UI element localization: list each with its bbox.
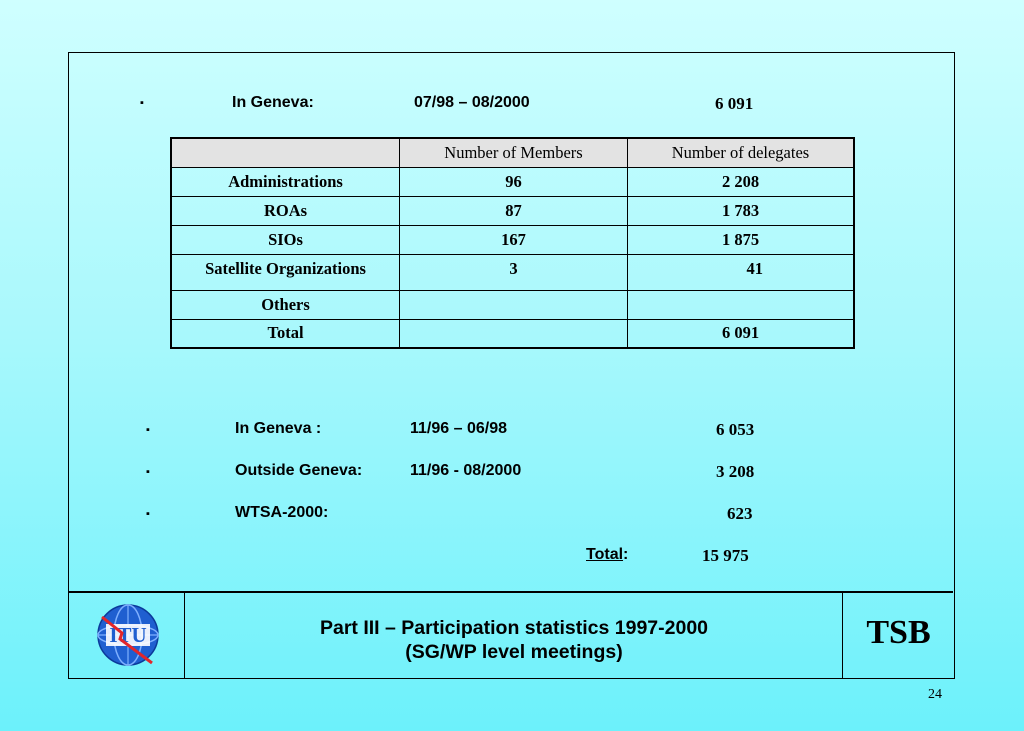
table-row	[171, 319, 854, 348]
table-header-empty	[171, 138, 400, 167]
total-value: 15 975	[702, 546, 749, 565]
row-label: Others	[171, 290, 400, 319]
itu-logo	[92, 599, 164, 671]
row-delegates: 41	[628, 254, 855, 290]
row-delegates: 6 091	[628, 319, 855, 348]
row-members	[400, 319, 628, 348]
top-line-period: 07/98 – 08/2000	[414, 94, 530, 111]
row-label: ROAs	[171, 196, 400, 225]
total-row	[586, 546, 628, 564]
row-members: 167	[400, 225, 628, 254]
footer-divider	[842, 591, 843, 678]
line-value: 6 053	[716, 420, 755, 439]
line-value: 623	[727, 504, 753, 523]
row-delegates	[628, 290, 855, 319]
row-label: SIOs	[171, 225, 400, 254]
footer-title-line1: Part III – Participation statistics 1997-2000	[319, 617, 709, 639]
line-place: In Geneva :	[235, 420, 322, 437]
participation-table	[170, 137, 855, 349]
row-delegates: 1 875	[628, 225, 855, 254]
line-period: 11/96 – 06/98	[410, 420, 507, 437]
footer-divider	[184, 591, 185, 678]
bullet-marker: ▪	[146, 424, 150, 436]
bullet-marker: ▪	[146, 508, 150, 520]
total-colon: :	[623, 546, 629, 563]
logo-text: ITU	[109, 623, 147, 647]
bullet-marker: ▪	[140, 97, 144, 109]
row-label: Satellite Organizations	[171, 254, 400, 290]
row-members	[400, 290, 628, 319]
table-row	[171, 290, 854, 319]
total-label: Total	[586, 546, 624, 563]
row-members: 96	[400, 167, 628, 196]
bullet-marker: ▪	[146, 466, 150, 478]
footer-title-line2: (SG/WP level meetings)	[405, 641, 623, 663]
table-header-row	[171, 138, 854, 167]
line-period: 11/96 - 08/2000	[410, 462, 522, 479]
table-row	[171, 254, 854, 290]
row-label: Administrations	[171, 167, 400, 196]
table-row	[171, 196, 854, 225]
line-place: WTSA-2000:	[235, 504, 329, 521]
table-row	[171, 225, 854, 254]
top-line-value: 6 091	[715, 94, 754, 113]
footer-title	[186, 616, 842, 664]
row-delegates: 1 783	[628, 196, 855, 225]
page-number: 24	[928, 687, 942, 702]
line-value: 3 208	[716, 462, 755, 481]
line-place: Outside Geneva:	[235, 462, 363, 479]
tsb-label: TSB	[866, 614, 931, 651]
row-members: 3	[400, 254, 628, 290]
row-members: 87	[400, 196, 628, 225]
top-line-place: In Geneva:	[232, 94, 314, 111]
row-label: Total	[171, 319, 400, 348]
row-delegates: 2 208	[628, 167, 855, 196]
table-row	[171, 167, 854, 196]
table-header-delegates: Number of delegates	[628, 138, 855, 167]
table-header-members: Number of Members	[400, 138, 628, 167]
